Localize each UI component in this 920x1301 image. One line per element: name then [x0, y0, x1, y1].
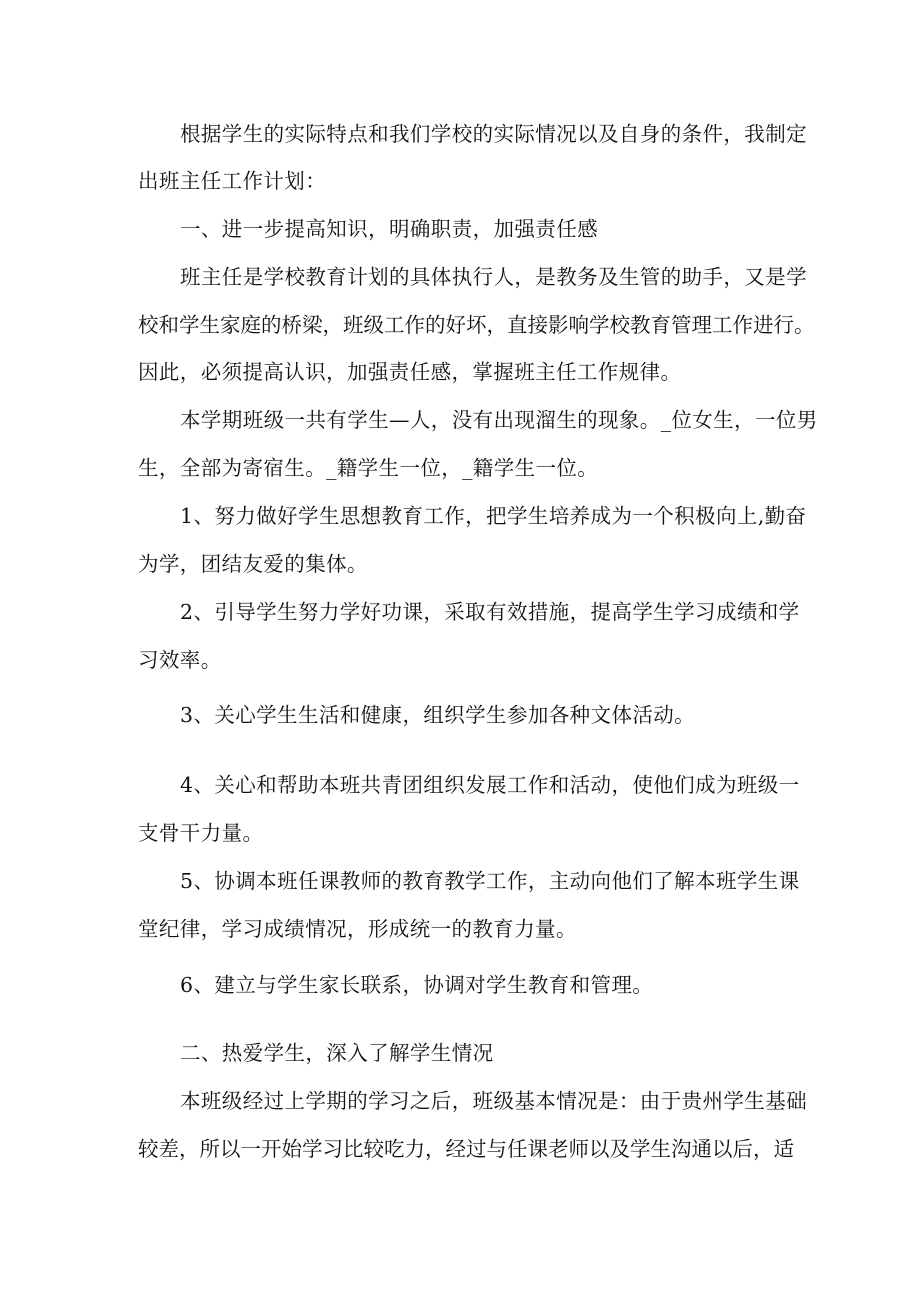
list-item-line: 3、关心学生生活和健康，组织学生参加各种文体活动。	[180, 703, 696, 727]
paragraph-line: 本学期班级一共有学生—人，没有出现溜生的现象。_位女生，一位男	[180, 408, 818, 432]
list-item-line: 为学，团结友爱的集体。	[138, 552, 368, 576]
list-item-line: 1、努力做好学生思想教育工作，把学生培养成为一个积极向上,勤奋	[180, 504, 807, 528]
section-heading: 二、热爱学生，深入了解学生情况	[180, 1041, 494, 1065]
paragraph-line: 较差，所以一开始学习比较吃力，经过与任课老师以及学生沟通以后，适	[138, 1137, 794, 1161]
list-item-line: 习效率。	[138, 648, 222, 672]
paragraph-line: 班主任是学校教育计划的具体执行人，是教务及生管的助手，又是学	[180, 265, 807, 289]
list-item-line: 5、协调本班任课教师的教育教学工作，主动向他们了解本班学生课	[180, 869, 800, 893]
paragraph-line: 因此，必须提高认识，加强责任感，掌握班主任工作规律。	[138, 360, 682, 384]
list-item-line: 支骨干力量。	[138, 821, 264, 845]
paragraph-line: 本班级经过上学期的学习之后，班级基本情况是：由于贵州学生基础	[180, 1089, 807, 1113]
paragraph-line: 根据学生的实际特点和我们学校的实际情况以及自身的条件，我制定	[180, 122, 807, 146]
paragraph-line: 生，全部为寄宿生。_籍学生一位，_籍学生一位。	[138, 456, 599, 480]
paragraph-line: 出班主任工作计划：	[138, 169, 327, 193]
list-item-line: 4、关心和帮助本班共青团组织发展工作和活动，使他们成为班级一	[180, 773, 800, 797]
list-item-line: 2、引导学生努力学好功课，采取有效措施，提高学生学习成绩和学	[180, 600, 800, 624]
section-heading: 一、进一步提高知识，明确职责，加强责任感	[180, 217, 598, 241]
paragraph-line: 校和学生家庭的桥梁，班级工作的好坏，直接影响学校教育管理工作进行。	[138, 313, 815, 337]
list-item-line: 堂纪律，学习成绩情况，形成统一的教育力量。	[138, 917, 577, 941]
list-item-line: 6、建立与学生家长联系，协调对学生教育和管理。	[180, 973, 654, 997]
